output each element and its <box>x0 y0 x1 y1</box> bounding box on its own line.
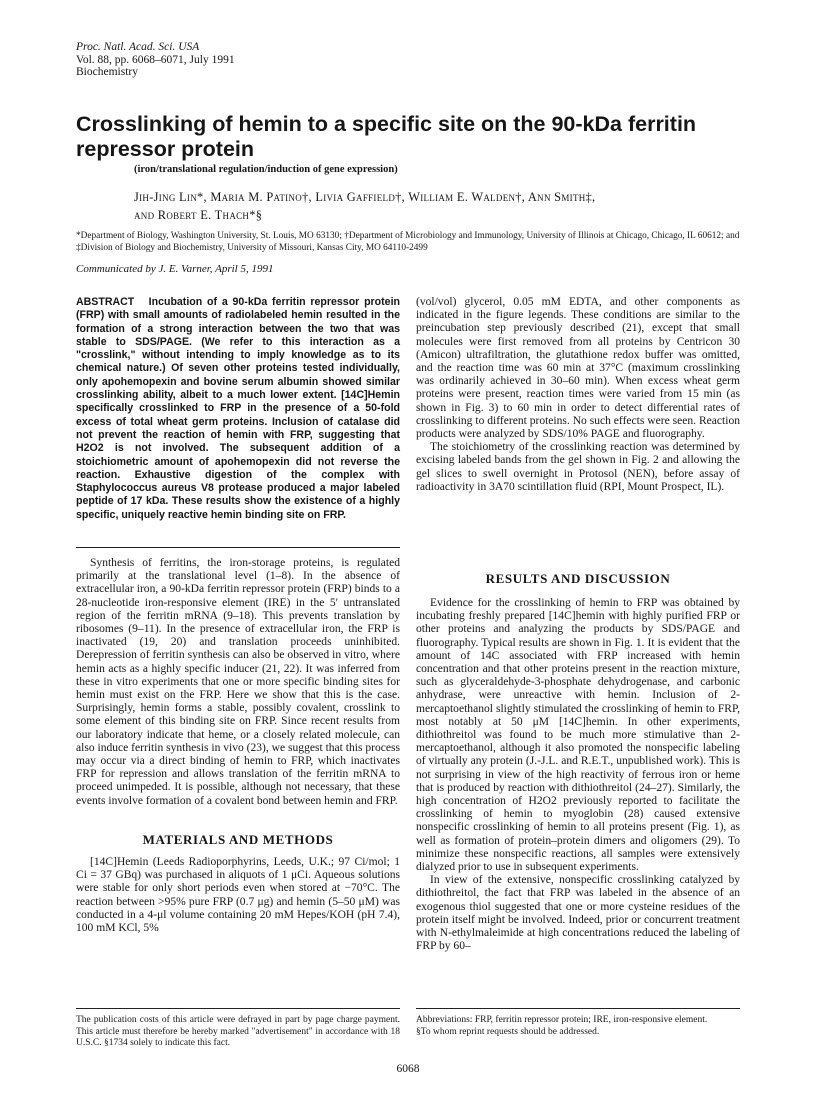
abstract-label: ABSTRACT <box>76 296 135 308</box>
authors-line-1: Jih-Jing Lin*, Maria M. Patino†, Livia Gaffield†, William E. Walden†, Ann Smith‡, <box>134 190 596 204</box>
reprint-note: §To whom reprint requests should be addressed. <box>416 1026 600 1037</box>
abbreviations <box>416 1015 740 1038</box>
methods <box>76 856 400 935</box>
authors-line-2: and Robert E. Thach*§ <box>134 208 263 222</box>
journal-volume: Vol. 88, pp. 6068–6071, July 1991 <box>76 53 235 66</box>
page-number: 6068 <box>396 1063 420 1075</box>
abstract-divider <box>76 547 400 548</box>
abbrev-divider <box>416 1008 740 1009</box>
keywords: (iron/translational regulation/induction of gene expression) <box>134 164 398 175</box>
abstract <box>76 296 400 522</box>
authors <box>134 188 774 224</box>
communicated-by: Communicated by J. E. Varner, April 5, 1991 <box>76 263 274 275</box>
affiliations: *Department of Biology, Washington University, St. Louis, MO 63130; †Department of Microbiology and Immunology, University of Illinois at Chicago, Chicago, IL 60612; and ‡Division of Biology and Biochemistry, University of Missouri, Kansas City, MO 64110-2499 <box>76 231 740 253</box>
introduction <box>76 557 400 808</box>
methods-heading: MATERIALS AND METHODS <box>142 832 334 847</box>
abbreviations-text: Abbreviations: FRP, ferritin repressor protein; IRE, iron-responsive element. <box>416 1015 708 1025</box>
journal-section: Biochemistry <box>76 66 138 78</box>
results-heading: RESULTS AND DISCUSSION <box>485 571 671 586</box>
intro-paragraph: Synthesis of ferritins, the iron-storage proteins, is regulated primarily at the translational level (1–8). In the absence of extracellular iron, a 90-kDa ferritin repressor protein (FRP) binds to a 28-nucleotide iron-responsive element (IRE) in the 5′ untranslated region of the ferritin mRNA (9–18). This prevents translation by ribosomes (9–11). In the presence of extracellular iron, the FRP is inactivated (19, 20) and translation proceeds uninhibited. Derepression of ferritin synthesis can also be observed in vitro, where hemin acts as a highly specific inducer (21, 22). It was inferred from these in vitro experiments that one or more specific binding sites for hemin must exist on the FRP. Here we show that this is the case. Surprisingly, hemin forms a stable, possibly covalent, crosslink to some element of this binding site on FRP. Since recent results from our laboratory indicate that heme, or a closely related molecule, can also induce ferritin synthesis in vivo (23), we suggest that this process may occur via a direct binding of hemin to FRP, which inactivates FRP for repression and allows translation of the ferritin mRNA to proceed unimpeded. It is possible, although not necessary, that these events involve formation of a covalent bond between hemin and FRP. <box>76 557 400 807</box>
methods-continued: (vol/vol) glycerol, 0.05 mM EDTA, and other components as indicated in the figure legends. These conditions are similar to the preincubation step previously described (21), except that small molecules were first removed from all proteins by Centricon 30 (Amicon) ultrafiltration, the glutathione redox buffer was omitted, and the reaction time was 60 min at 37°C (maximum crosslinking was ordinarily achieved in 30–60 min). When excess wheat germ proteins were present, reaction times were varied from 15 min (as shown in Fig. 3) to 60 min in order to detect differential rates of crosslinking to different proteins. No such effects were seen. Reaction products were analyzed by SDS/10% PAGE and fluorography. <box>416 296 740 441</box>
stoichiometry-paragraph: The stoichiometry of the crosslinking reaction was determined by excising labeled bands from the gel shown in Fig. 2 and allowing the gel slices to swell overnight in Protosol (NEN), before assay of radioactivity in 3A70 scintillation fluid (RPI, Mount Prospect, IL). <box>416 441 740 493</box>
publication-cost-footnote: The publication costs of this article were defrayed in part by page charge payment. This article must therefore be hereby marked "advertisement" in accordance with 18 U.S.C. §1734 solely to indicate this fact. <box>76 1015 400 1048</box>
abstract-text: Incubation of a 90-kDa ferritin repressor protein (FRP) with small amounts of radiolabeled hemin resulted in the formation of a strong interaction between the two that was stable to SDS/PAGE. (We refer to this interaction as a "crosslink," without intending to imply knowledge as to its chemical nature.) Of seven other proteins tested individually, only apohemopexin and bovine serum albumin showed similar crosslinking ability, albeit to a much lower extent. [14C]Hemin specifically crosslinked to FRP in the presence of a 50-fold excess of total wheat germ proteins. Inclusion of catalase did not prevent the reaction of hemin with FRP, suggesting that H2O2 is not involved. The subsequent addition of a stoichiometric amount of apohemopexin did not reverse the reaction. Exhaustive digestion of the complex with Staphylococcus aureus V8 protease produced a major labeled peptide of 17 kDa. These results show the existence of a highly specific, uniquely reactive hemin binding site on FRP. <box>76 296 400 521</box>
results-paragraph-1: Evidence for the crosslinking of hemin to FRP was obtained by incubating freshly prepared [14C]hemin with highly purified FRP or other proteins and analyzing the products by SDS/PAGE and fluorography. Typical results are shown in Fig. 1. It is evident that the amount of 14C associated with FRP increased with hemin concentration and that other proteins present in the reaction mixture, such as glyceraldehyde-3-phosphate dehydrogenase, and carbonic anhydrase, were unreactive with hemin. Inclusion of 2-mercaptoethanol slightly stimulated the crosslinking of hemin to FRP, most notably at 50 μM [14C]hemin. In other experiments, dithiothreitol was found to be much more stimulative than 2-mercaptoethanol, although it also promoted the nonspecific labeling of virtually any protein (J.-J.L. and R.E.T., unpublished work). This is not surprising in view of the high reactivity of ferrous iron or heme that is produced by reaction with dithiothreitol (24–27). Similarly, the high concentration of H2O2 previously reported to facilitate the crosslinking of hemin to myoglobin (28) caused extensive nonspecific crosslinking of hemin to all proteins present (Fig. 1), as well as formation of protein–protein dimers and oligomers (29). To minimize these nonspecific reactions, all samples were extensively dialyzed prior to use in subsequent experiments. <box>416 597 740 874</box>
results-paragraph-2: In view of the extensive, nonspecific crosslinking catalyzed by dithiothreitol, the fact that FRP was labeled in the absence of an exogenous thiol suggested that one or more cysteine residues of the protein itself might be involved. Indeed, prior or concurrent treatment with N-ethylmaleimide at high concentrations reduced the labeling of FRP by 60– <box>416 874 740 953</box>
right-column-top <box>416 296 740 494</box>
footnote-divider <box>76 1008 400 1009</box>
article-title: Crosslinking of hemin to a specific site on the 90-kDa ferritin repressor protein <box>76 112 697 161</box>
journal-name: Proc. Natl. Acad. Sci. USA <box>76 41 200 53</box>
journal-header <box>76 41 235 79</box>
methods-paragraph: [14C]Hemin (Leeds Radioporphyrins, Leeds, U.K.; 97 Ci/mol; 1 Ci = 37 GBq) was purchased in aliquots of 1 μCi. Aqueous solutions were stable for only short periods even when stored at −70°C. The reaction between >95% pure FRP (0.7 μg) and hemin (5–50 μM) was conducted in a 4-μl volume containing 20 mM Hepes/KOH (pH 7.4), 100 mM KCl, 5% <box>76 856 400 935</box>
results <box>416 597 740 953</box>
